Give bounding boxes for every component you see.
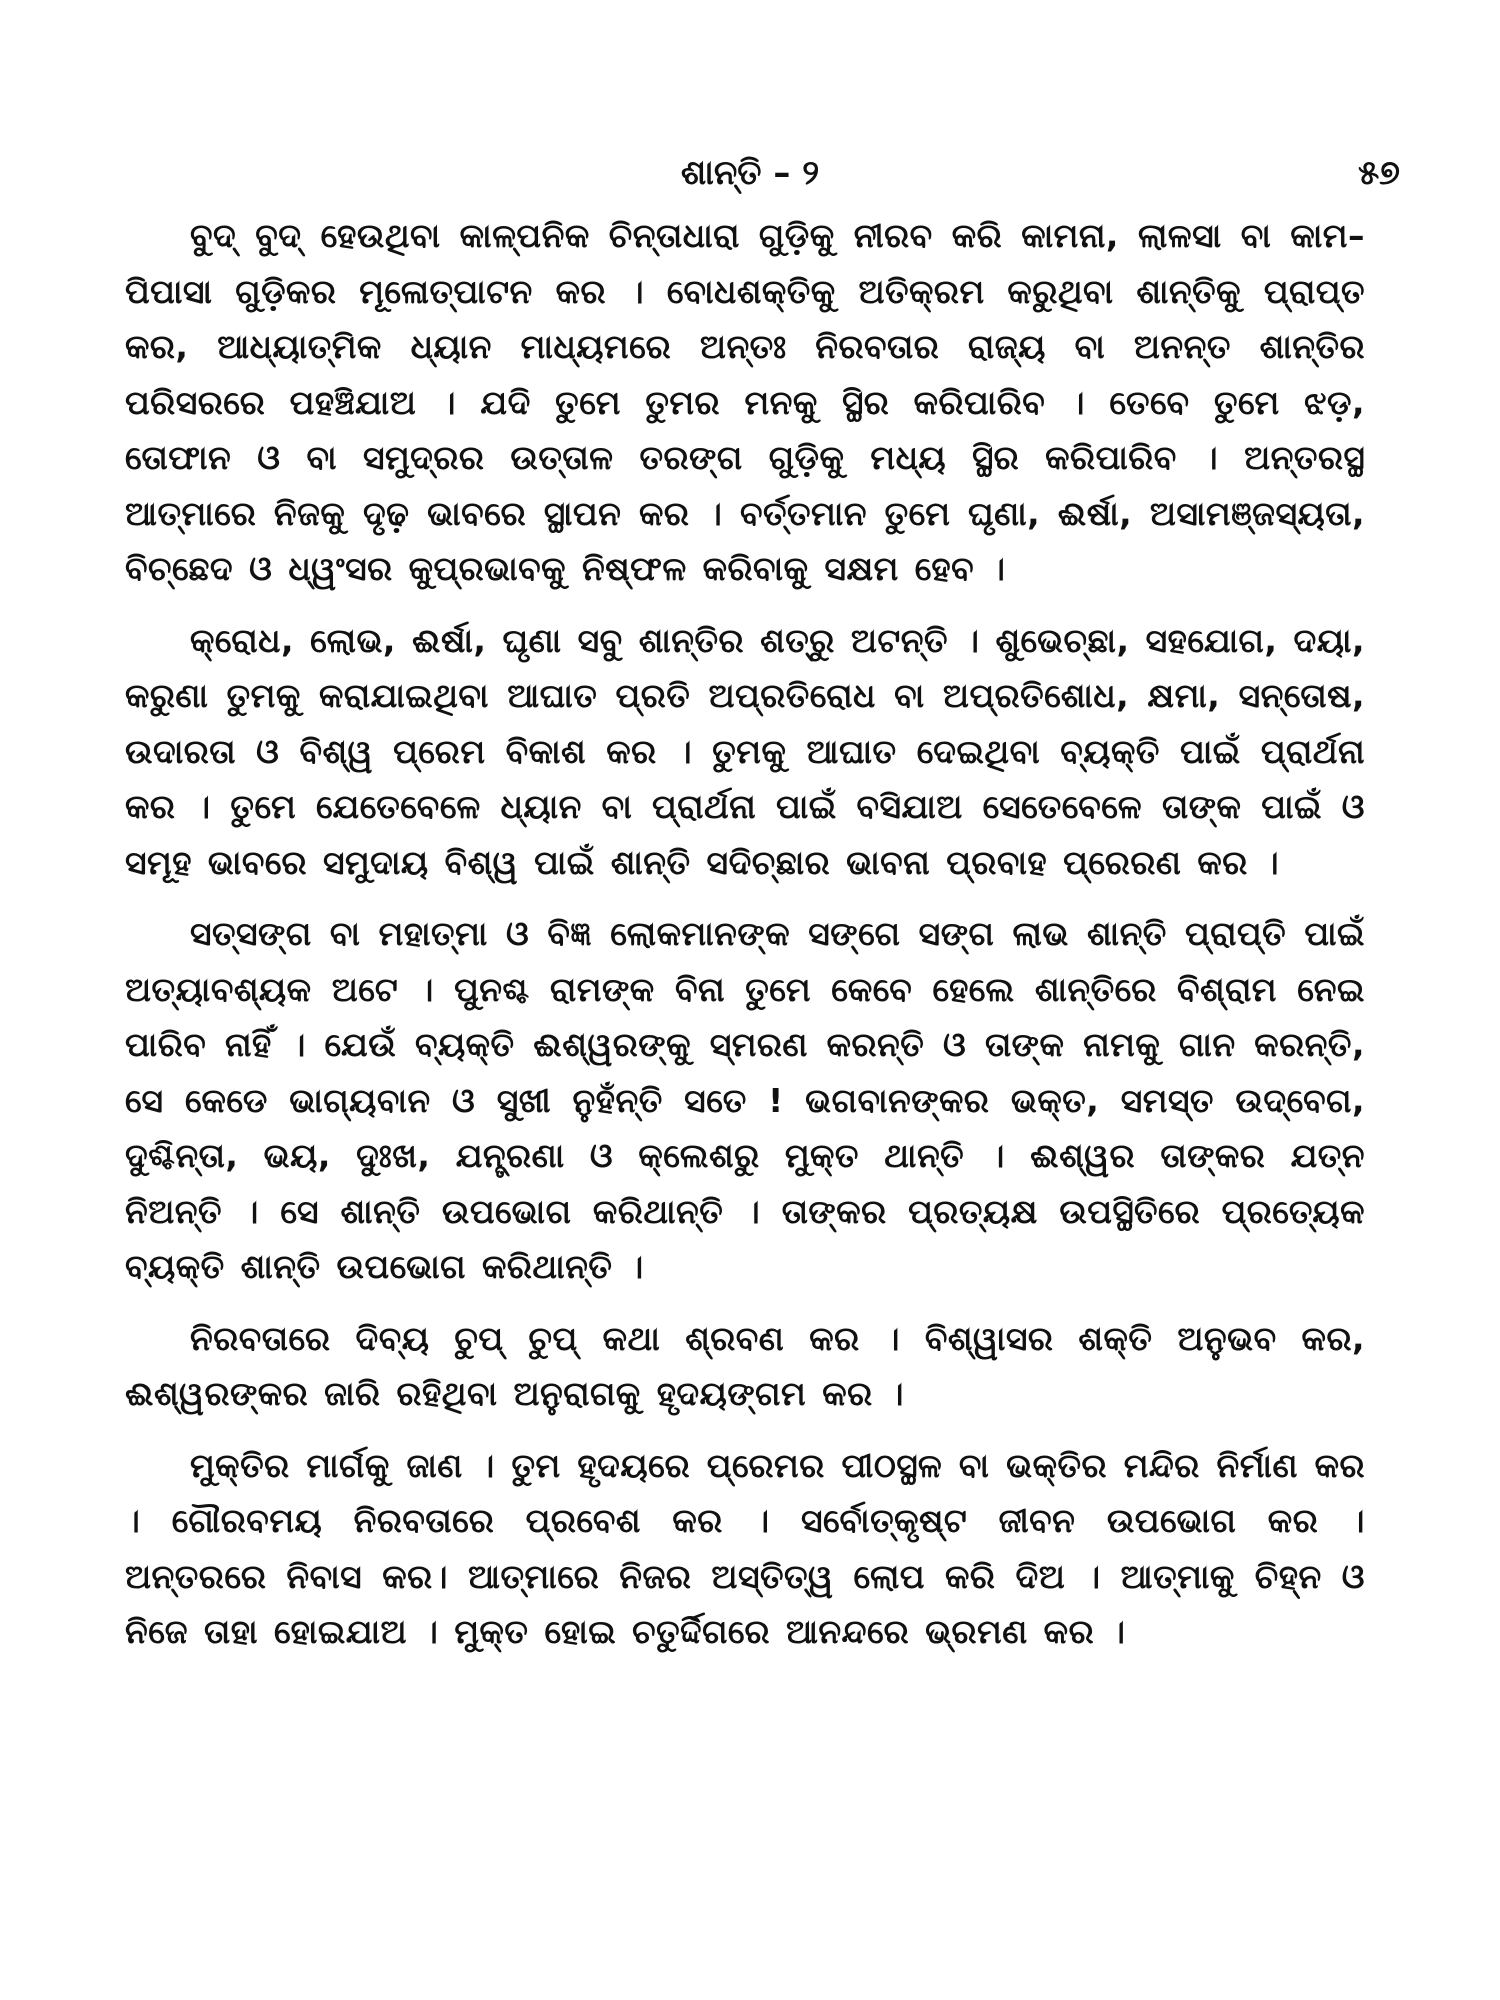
paragraph-5: ମୁକ୍ତିର ମାର୍ଗକୁ ଜାଣ । ତୁମ ହୃଦୟରେ ପ୍ରେମର ପୀଠସ୍ଥଳ ବା ଭକ୍ତିର ମନ୍ଦିର ନିର୍ମାଣ କର । ଗୌରବମୟ ନିରବତାରେ ପ୍ରବେଶ କର । ସର୍ବୋତ୍କୃଷ୍ଟ ଜୀବନ ଉପଭୋଗ କର । ଅନ୍ତରରେ ନିବାସ କର। ଆତ୍ମାରେ ନିଜର ଅସ୍ତିତ୍ୱ ଲୋପ କରି ଦିଅ । ଆତ୍ମାକୁ ଚିହ୍ନ ଓ ନିଜେ ତାହା ହୋଇଯାଅ । ମୁକ୍ତ ହୋଇ ଚତୁର୍ଦ୍ଦିଗରେ ଆନନ୍ଦରେ ଭ୍ରମଣ କର । (125, 1445, 1365, 1651)
body-text (125, 208, 1365, 1676)
running-header (0, 148, 1500, 198)
running-title: ଶାନ୍ତି – ୨ (680, 153, 820, 193)
paragraph-2: କ୍ରୋଧ, ଲୋଭ, ଈର୍ଷା, ଘୃଣା ସବୁ ଶାନ୍ତିର ଶତ୍ରୁ ଅଟନ୍ତି । ଶୁଭେଚ୍ଛା, ସହଯୋଗ, ଦୟା, କରୁଣା ତୁମକୁ କରାଯାଇଥିବା ଆଘାତ ପ୍ରତି ଅପ୍ରତିରୋଧ ବା ଅପ୍ରତିଶୋଧ, କ୍ଷମା, ସନ୍ତୋଷ, ଉଦାରତା ଓ ବିଶ୍ୱ ପ୍ରେମ ବିକାଶ କର । ତୁମକୁ ଆଘାତ ଦେଇଥିବା ବ୍ୟକ୍ତି ପାଇଁ ପ୍ରାର୍ଥନା କର । ତୁମେ ଯେତେବେଳେ ଧ୍ୟାନ ବା ପ୍ରାର୍ଥନା ପାଇଁ ବସିଯାଅ ସେତେବେଳେ ତାଙ୍କ ପାଇଁ ଓ ସମୂହ ଭାବରେ ସମୁଦାୟ ବିଶ୍ୱ ପାଇଁ ଶାନ୍ତି ସଦିଚ୍ଛାର ଭାବନା ପ୍ରବାହ ପ୍ରେରଣ କର । (125, 620, 1365, 882)
paragraph-3: ସତ୍ସଙ୍ଗ ବା ମହାତ୍ମା ଓ ବିଜ୍ଞ ଲୋକମାନଙ୍କ ସଙ୍ଗେ ସଙ୍ଗ ଲାଭ ଶାନ୍ତି ପ୍ରାପ୍ତି ପାଇଁ ଅତ୍ୟାବଶ୍ୟକ ଅଟେ । ପୁନଶ୍ଚ ରାମଙ୍କ ବିନା ତୁମେ କେବେ ହେଲେ ଶାନ୍ତିରେ ବିଶ୍ରାମ ନେଇ ପାରିବ ନାହିଁ । ଯେଉଁ ବ୍ୟକ୍ତି ଈଶ୍ୱରଙ୍କୁ ସ୍ମରଣ କରନ୍ତି ଓ ତାଙ୍କ ନାମକୁ ଗାନ କରନ୍ତି, ସେ କେଡେ ଭାଗ୍ୟବାନ ଓ ସୁଖୀ ନୁହଁନ୍ତି ସତେ ! ଭଗବାନଙ୍କର ଭକ୍ତ, ସମସ୍ତ ଉଦ୍‌ବେଗ, ଦୁଶ୍ଚିନ୍ତା, ଭୟ, ଦୁଃଖ, ଯନ୍ତ୍ରଣା ଓ କ୍ଲେଶରୁ ମୁକ୍ତ ଥାନ୍ତି । ଈଶ୍ୱର ତାଙ୍କର ଯତ୍ନ ନିଅନ୍ତି । ସେ ଶାନ୍ତି ଉପଭୋଗ କରିଥାନ୍ତି । ତାଙ୍କର ପ୍ରତ୍ୟକ୍ଷ ଉପସ୍ଥିତିରେ ପ୍ରତ୍ୟେକ ବ୍ୟକ୍ତି ଶାନ୍ତି ଉପଭୋଗ କରିଥାନ୍ତି । (125, 914, 1365, 1286)
page-number: ୫୭ (1357, 153, 1400, 193)
paragraph-4: ନିରବତାରେ ଦିବ୍ୟ ଚୁପ୍ ଚୁପ୍ କଥା ଶ୍ରବଣ କର । ବିଶ୍ୱାସର ଶକ୍ତି ଅନୁଭବ କର, ଈଶ୍ୱରଙ୍କର ଜାରି ରହିଥିବା ଅନୁରାଗକୁ ହୃଦୟଙ୍ଗମ କର । (125, 1318, 1365, 1413)
paragraph-1: ବୁଦ୍ ବୁଦ୍ ହେଉଥିବା କାଳ୍ପନିକ ଚିନ୍ତାଧାରା ଗୁଡ଼ିକୁ ନୀରବ କରି କାମନା, ଲାଳସା ବା କାମ–ପିପାସା ଗୁଡ଼ିକର ମୂଳୋତ୍ପାଟନ କର । ବୋଧଶକ୍ତିକୁ ଅତିକ୍ରମ କରୁଥିବା ଶାନ୍ତିକୁ ପ୍ରାପ୍ତ କର, ଆଧ୍ୟାତ୍ମିକ ଧ୍ୟାନ ମାଧ୍ୟମରେ ଅନ୍ତଃ ନିରବତାର ରାଜ୍ୟ ବା ଅନନ୍ତ ଶାନ୍ତିର ପରିସରରେ ପହଞ୍ଚିଯାଅ । ଯଦି ତୁମେ ତୁମର ମନକୁ ସ୍ଥିର କରିପାରିବ । ତେବେ ତୁମେ ଝଡ଼, ତୋଫାନ ଓ ବା ସମୁଦ୍ରର ଉତ୍ତାଳ ତରଙ୍ଗ ଗୁଡ଼ିକୁ ମଧ୍ୟ ସ୍ଥିର କରିପାରିବ । ଅନ୍ତରସ୍ଥ ଆତ୍ମାରେ ନିଜକୁ ଦୃଢ଼ ଭାବରେ ସ୍ଥାପନ କର । ବର୍ତ୍ତମାନ ତୁମେ ଘୃଣା, ଈର୍ଷା, ଅସାମଞ୍ଜସ୍ୟତା, ବିଚ୍ଛେଦ ଓ ଧ୍ୱଂସର କୁପ୍ରଭାବକୁ ନିଷ୍ଫଳ କରିବାକୁ ସକ୍ଷମ ହେବ । (125, 216, 1365, 588)
